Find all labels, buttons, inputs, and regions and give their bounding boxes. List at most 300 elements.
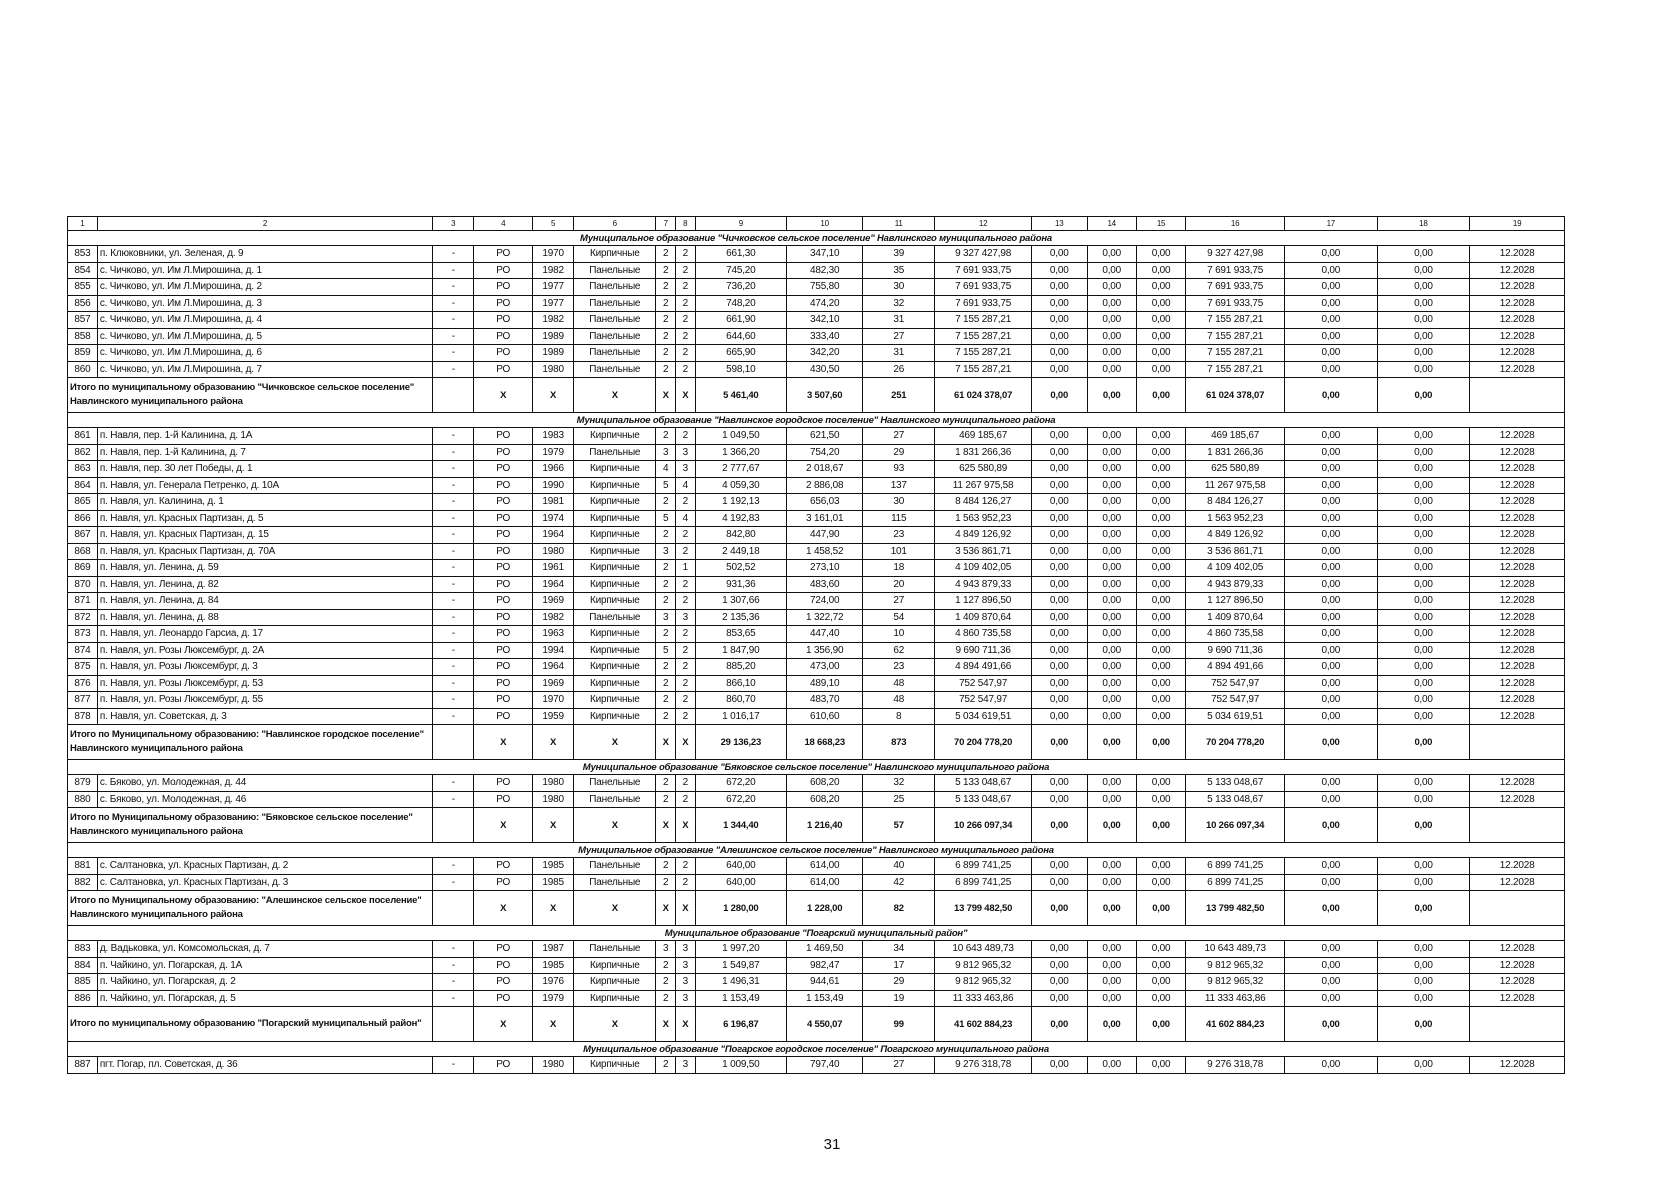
total-label: Итого по Муниципальному образованию: "Бяковское сельское поселение" Навлинского муниципального района bbox=[68, 808, 433, 843]
table-cell: 12.2028 bbox=[1470, 858, 1565, 875]
table-cell: - bbox=[433, 494, 474, 511]
total-cell: 0,00 bbox=[1087, 808, 1136, 843]
table-cell: 4 849 126,92 bbox=[1186, 527, 1285, 544]
table-cell: 502,52 bbox=[695, 560, 787, 577]
address-cell: п. Навля, ул. Розы Люксембург, д. 53 bbox=[97, 675, 432, 692]
section-header-row bbox=[68, 843, 1565, 858]
table-cell: 0,00 bbox=[1031, 593, 1087, 610]
table-cell: 5 133 048,67 bbox=[935, 791, 1032, 808]
table-cell: 1 009,50 bbox=[695, 1057, 787, 1074]
table-cell: 6 899 741,25 bbox=[1186, 874, 1285, 891]
total-cell bbox=[1470, 378, 1565, 413]
table-row bbox=[68, 675, 1565, 692]
table-cell: 745,20 bbox=[695, 262, 787, 279]
table-cell: 883 bbox=[68, 941, 98, 958]
table-cell: 29 bbox=[863, 974, 935, 991]
total-cell: Х bbox=[676, 725, 696, 760]
table-row bbox=[68, 957, 1565, 974]
table-cell: 0,00 bbox=[1285, 560, 1378, 577]
table-cell: 2 bbox=[656, 957, 676, 974]
table-cell: 9 276 318,78 bbox=[935, 1057, 1032, 1074]
table-cell: 0,00 bbox=[1087, 527, 1136, 544]
table-cell: 62 bbox=[863, 642, 935, 659]
table-row bbox=[68, 858, 1565, 875]
table-cell: 754,20 bbox=[787, 444, 863, 461]
table-cell: - bbox=[433, 345, 474, 362]
table-cell: 0,00 bbox=[1087, 444, 1136, 461]
table-cell: 0,00 bbox=[1087, 328, 1136, 345]
table-cell: 0,00 bbox=[1031, 791, 1087, 808]
table-cell: 2 bbox=[656, 708, 676, 725]
total-cell: Х bbox=[676, 808, 696, 843]
table-cell: 862 bbox=[68, 444, 98, 461]
table-cell: Кирпичные bbox=[574, 593, 656, 610]
total-cell: 4 550,07 bbox=[787, 1007, 863, 1042]
table-cell: 7 155 287,21 bbox=[935, 328, 1032, 345]
table-cell: 34 bbox=[863, 941, 935, 958]
table-cell: Панельные bbox=[574, 791, 656, 808]
table-cell: 0,00 bbox=[1031, 974, 1087, 991]
table-cell: Панельные bbox=[574, 328, 656, 345]
table-cell: 7 155 287,21 bbox=[1186, 312, 1285, 329]
table-cell: 31 bbox=[863, 345, 935, 362]
table-cell: 858 bbox=[68, 328, 98, 345]
table-cell: 7 691 933,75 bbox=[935, 295, 1032, 312]
table-cell: 0,00 bbox=[1087, 708, 1136, 725]
table-cell: 7 691 933,75 bbox=[1186, 262, 1285, 279]
section-title: Муниципальное образование "Погарское городское поселение" Погарского муниципального района bbox=[68, 1042, 1565, 1057]
table-cell: 879 bbox=[68, 775, 98, 792]
table-cell: 0,00 bbox=[1087, 1057, 1136, 1074]
table-cell: 1982 bbox=[533, 262, 574, 279]
table-cell: 0,00 bbox=[1031, 295, 1087, 312]
table-cell: 5 bbox=[656, 477, 676, 494]
table-cell: 4 860 735,58 bbox=[935, 626, 1032, 643]
address-cell: п. Навля, ул. Леонардо Гарсиа, д. 17 bbox=[97, 626, 432, 643]
table-cell: 0,00 bbox=[1087, 477, 1136, 494]
table-cell: 11 267 975,58 bbox=[935, 477, 1032, 494]
table-cell: 0,00 bbox=[1377, 659, 1470, 676]
total-cell: Х bbox=[574, 378, 656, 413]
table-cell: 0,00 bbox=[1087, 428, 1136, 445]
table-cell: 25 bbox=[863, 791, 935, 808]
table-cell: 4 860 735,58 bbox=[1186, 626, 1285, 643]
table-cell: 2 bbox=[676, 527, 696, 544]
table-cell: 48 bbox=[863, 692, 935, 709]
table-cell: 0,00 bbox=[1087, 295, 1136, 312]
table-cell: 724,00 bbox=[787, 593, 863, 610]
table-cell: 0,00 bbox=[1031, 626, 1087, 643]
total-cell: 1 344,40 bbox=[695, 808, 787, 843]
table-cell: 1959 bbox=[533, 708, 574, 725]
table-cell: 7 155 287,21 bbox=[935, 312, 1032, 329]
table-cell: 469 185,67 bbox=[935, 428, 1032, 445]
total-label: Итого по Муниципальному образованию: "Навлинское городское поселение" Навлинского муниципального района bbox=[68, 725, 433, 760]
table-cell: 0,00 bbox=[1087, 246, 1136, 263]
table-cell: Кирпичные bbox=[574, 642, 656, 659]
address-cell: п. Навля, пер. 1-й Калинина, д. 7 bbox=[97, 444, 432, 461]
table-cell: 5 133 048,67 bbox=[1186, 791, 1285, 808]
table-cell: РО bbox=[474, 957, 533, 974]
table-cell: Панельные bbox=[574, 444, 656, 461]
table-cell: 12.2028 bbox=[1470, 477, 1565, 494]
table-cell: 2 886,08 bbox=[787, 477, 863, 494]
table-cell: 656,03 bbox=[787, 494, 863, 511]
table-cell: 878 bbox=[68, 708, 98, 725]
total-cell: 10 266 097,34 bbox=[935, 808, 1032, 843]
address-cell: п. Навля, ул. Розы Люксембург, д. 3 bbox=[97, 659, 432, 676]
table-cell: 2 018,67 bbox=[787, 461, 863, 478]
table-cell: 0,00 bbox=[1136, 461, 1185, 478]
table-cell: 752 547,97 bbox=[935, 692, 1032, 709]
table-cell: 1969 bbox=[533, 675, 574, 692]
table-cell: 0,00 bbox=[1285, 361, 1378, 378]
table-cell: 0,00 bbox=[1285, 428, 1378, 445]
col-num-15: 15 bbox=[1136, 217, 1185, 231]
table-cell: - bbox=[433, 974, 474, 991]
col-num-1: 1 bbox=[68, 217, 98, 231]
table-cell: 0,00 bbox=[1285, 576, 1378, 593]
table-cell: 12.2028 bbox=[1470, 626, 1565, 643]
table-cell: РО bbox=[474, 510, 533, 527]
table-cell: 661,90 bbox=[695, 312, 787, 329]
total-cell: 0,00 bbox=[1087, 891, 1136, 926]
table-cell: 2 135,36 bbox=[695, 609, 787, 626]
table-cell: 2 bbox=[676, 775, 696, 792]
table-cell: 42 bbox=[863, 874, 935, 891]
table-cell: 1980 bbox=[533, 791, 574, 808]
table-cell: - bbox=[433, 593, 474, 610]
table-cell: Панельные bbox=[574, 858, 656, 875]
table-row bbox=[68, 692, 1565, 709]
table-cell: 0,00 bbox=[1087, 775, 1136, 792]
table-cell: 12.2028 bbox=[1470, 345, 1565, 362]
total-cell: 0,00 bbox=[1377, 378, 1470, 413]
table-cell: 1980 bbox=[533, 775, 574, 792]
table-cell: 23 bbox=[863, 527, 935, 544]
table-row bbox=[68, 659, 1565, 676]
table-cell: 0,00 bbox=[1136, 642, 1185, 659]
table-cell: 0,00 bbox=[1087, 560, 1136, 577]
table-cell: - bbox=[433, 361, 474, 378]
table-cell: 1 153,49 bbox=[787, 990, 863, 1007]
table-cell: - bbox=[433, 1057, 474, 1074]
table-cell: Панельные bbox=[574, 609, 656, 626]
table-cell: 0,00 bbox=[1087, 957, 1136, 974]
table-cell: 1 469,50 bbox=[787, 941, 863, 958]
table-cell: 0,00 bbox=[1087, 990, 1136, 1007]
table-cell: 944,61 bbox=[787, 974, 863, 991]
total-cell: 41 602 884,23 bbox=[1186, 1007, 1285, 1042]
table-cell: 93 bbox=[863, 461, 935, 478]
table-cell: 2 bbox=[656, 428, 676, 445]
table-cell: - bbox=[433, 659, 474, 676]
table-cell: - bbox=[433, 692, 474, 709]
table-cell: 874 bbox=[68, 642, 98, 659]
table-row bbox=[68, 510, 1565, 527]
total-cell: 0,00 bbox=[1087, 1007, 1136, 1042]
table-cell: 2 bbox=[656, 576, 676, 593]
table-cell: 27 bbox=[863, 328, 935, 345]
section-title: Муниципальное образование "Навлинское городское поселение" Навлинского муниципального района bbox=[68, 413, 1565, 428]
total-row bbox=[68, 725, 1565, 760]
table-cell: 0,00 bbox=[1136, 428, 1185, 445]
table-cell: 12.2028 bbox=[1470, 543, 1565, 560]
table-cell: 101 bbox=[863, 543, 935, 560]
table-cell: 0,00 bbox=[1136, 295, 1185, 312]
table-cell: 1964 bbox=[533, 527, 574, 544]
table-cell: 2 bbox=[656, 974, 676, 991]
table-cell: 347,10 bbox=[787, 246, 863, 263]
table-row bbox=[68, 444, 1565, 461]
table-cell: 0,00 bbox=[1087, 494, 1136, 511]
table-cell: 0,00 bbox=[1136, 974, 1185, 991]
table-cell: - bbox=[433, 328, 474, 345]
table-cell: 1976 bbox=[533, 974, 574, 991]
table-cell: 1983 bbox=[533, 428, 574, 445]
table-cell: 755,80 bbox=[787, 279, 863, 296]
table-cell: 0,00 bbox=[1031, 560, 1087, 577]
address-cell: п. Навля, ул. Красных Партизан, д. 5 bbox=[97, 510, 432, 527]
table-cell: 2 bbox=[656, 361, 676, 378]
table-cell: 875 bbox=[68, 659, 98, 676]
table-cell: 0,00 bbox=[1285, 262, 1378, 279]
table-cell: РО bbox=[474, 576, 533, 593]
table-cell: 0,00 bbox=[1285, 345, 1378, 362]
table-row bbox=[68, 527, 1565, 544]
table-cell: 3 bbox=[676, 609, 696, 626]
table-cell: 861 bbox=[68, 428, 98, 445]
table-cell: 483,60 bbox=[787, 576, 863, 593]
table-cell: 0,00 bbox=[1377, 279, 1470, 296]
table-cell: РО bbox=[474, 361, 533, 378]
table-row bbox=[68, 328, 1565, 345]
table-cell: 0,00 bbox=[1377, 312, 1470, 329]
total-cell: 41 602 884,23 bbox=[935, 1007, 1032, 1042]
table-cell: - bbox=[433, 675, 474, 692]
table-row bbox=[68, 576, 1565, 593]
table-cell: 857 bbox=[68, 312, 98, 329]
table-row bbox=[68, 593, 1565, 610]
table-cell: 0,00 bbox=[1377, 974, 1470, 991]
section-title: Муниципальное образование "Алешинское сельское поселение" Навлинского муниципального района bbox=[68, 843, 1565, 858]
table-cell: 0,00 bbox=[1087, 576, 1136, 593]
table-cell: - bbox=[433, 791, 474, 808]
table-cell: Кирпичные bbox=[574, 626, 656, 643]
table-cell: 871 bbox=[68, 593, 98, 610]
table-cell: 2 bbox=[676, 659, 696, 676]
table-cell: 2 bbox=[656, 874, 676, 891]
table-cell: 0,00 bbox=[1031, 692, 1087, 709]
total-cell bbox=[1470, 808, 1565, 843]
table-cell: 2 bbox=[676, 576, 696, 593]
total-cell: 61 024 378,07 bbox=[935, 378, 1032, 413]
table-cell: 12.2028 bbox=[1470, 791, 1565, 808]
address-cell: с. Чичково, ул. Им Л.Мирошина, д. 2 bbox=[97, 279, 432, 296]
table-cell: 7 691 933,75 bbox=[1186, 295, 1285, 312]
table-row bbox=[68, 941, 1565, 958]
total-cell: 0,00 bbox=[1031, 725, 1087, 760]
table-cell: 0,00 bbox=[1031, 477, 1087, 494]
table-cell: 0,00 bbox=[1136, 990, 1185, 1007]
table-cell: Кирпичные bbox=[574, 708, 656, 725]
table-cell: 0,00 bbox=[1087, 510, 1136, 527]
table-cell: 0,00 bbox=[1285, 974, 1378, 991]
table-cell: 2 bbox=[676, 295, 696, 312]
table-cell: 0,00 bbox=[1136, 543, 1185, 560]
table-cell: РО bbox=[474, 791, 533, 808]
table-cell: 2 bbox=[676, 428, 696, 445]
table-cell: 12.2028 bbox=[1470, 1057, 1565, 1074]
table-cell: 1981 bbox=[533, 494, 574, 511]
table-cell: 0,00 bbox=[1031, 708, 1087, 725]
table-cell: 1985 bbox=[533, 858, 574, 875]
table-cell: 1989 bbox=[533, 328, 574, 345]
table-cell: 0,00 bbox=[1377, 345, 1470, 362]
total-label: Итого по муниципальному образованию "Погарский муниципальный район" bbox=[68, 1007, 433, 1042]
table-cell: Кирпичные bbox=[574, 675, 656, 692]
table-row bbox=[68, 461, 1565, 478]
table-cell: Кирпичные bbox=[574, 543, 656, 560]
table-cell: 644,60 bbox=[695, 328, 787, 345]
table-cell: 2 777,67 bbox=[695, 461, 787, 478]
table-cell: 4 943 879,33 bbox=[1186, 576, 1285, 593]
table-cell: РО bbox=[474, 990, 533, 1007]
table-cell: - bbox=[433, 560, 474, 577]
table-cell: 0,00 bbox=[1285, 659, 1378, 676]
address-cell: с. Бяково, ул. Молодежная, д. 44 bbox=[97, 775, 432, 792]
table-row bbox=[68, 708, 1565, 725]
total-cell: 57 bbox=[863, 808, 935, 843]
table-cell: 0,00 bbox=[1285, 642, 1378, 659]
table-cell: 0,00 bbox=[1031, 246, 1087, 263]
address-cell: с. Чичково, ул. Им Л.Мирошина, д. 6 bbox=[97, 345, 432, 362]
table-cell: 0,00 bbox=[1087, 791, 1136, 808]
table-cell: Панельные bbox=[574, 312, 656, 329]
table-cell: 0,00 bbox=[1377, 560, 1470, 577]
table-cell: РО bbox=[474, 345, 533, 362]
table-cell: 0,00 bbox=[1285, 543, 1378, 560]
table-cell: 931,36 bbox=[695, 576, 787, 593]
total-cell: Х bbox=[676, 1007, 696, 1042]
table-cell: 12.2028 bbox=[1470, 775, 1565, 792]
table-cell: РО bbox=[474, 1057, 533, 1074]
table-cell: 2 bbox=[676, 312, 696, 329]
table-cell: 0,00 bbox=[1087, 461, 1136, 478]
table-cell: 0,00 bbox=[1285, 692, 1378, 709]
table-cell: 0,00 bbox=[1377, 941, 1470, 958]
table-cell: 483,70 bbox=[787, 692, 863, 709]
table-cell: 11 267 975,58 bbox=[1186, 477, 1285, 494]
table-cell: 489,10 bbox=[787, 675, 863, 692]
table-cell: 1980 bbox=[533, 543, 574, 560]
table-cell: 27 bbox=[863, 593, 935, 610]
table-cell: 864 bbox=[68, 477, 98, 494]
table-cell: 855 bbox=[68, 279, 98, 296]
table-cell: 0,00 bbox=[1136, 675, 1185, 692]
table-cell: РО bbox=[474, 593, 533, 610]
table-cell: 610,60 bbox=[787, 708, 863, 725]
table-cell: 608,20 bbox=[787, 791, 863, 808]
table-cell: 748,20 bbox=[695, 295, 787, 312]
total-cell: 0,00 bbox=[1087, 725, 1136, 760]
col-num-7: 7 bbox=[656, 217, 676, 231]
table-cell: 3 bbox=[656, 609, 676, 626]
address-cell: п. Навля, ул. Генерала Петренко, д. 10А bbox=[97, 477, 432, 494]
table-cell: 30 bbox=[863, 279, 935, 296]
table-cell: 0,00 bbox=[1377, 527, 1470, 544]
address-cell: пгт. Погар, пл. Советская, д. 36 bbox=[97, 1057, 432, 1074]
col-num-13: 13 bbox=[1031, 217, 1087, 231]
total-cell: 0,00 bbox=[1285, 891, 1378, 926]
address-cell: с. Чичково, ул. Им Л.Мирошина, д. 5 bbox=[97, 328, 432, 345]
total-cell: Х bbox=[474, 378, 533, 413]
table-cell: 7 155 287,21 bbox=[1186, 361, 1285, 378]
col-num-17: 17 bbox=[1285, 217, 1378, 231]
table-cell: 0,00 bbox=[1377, 246, 1470, 263]
col-num-2: 2 bbox=[97, 217, 432, 231]
table-cell: 2 bbox=[656, 659, 676, 676]
table-cell: 1989 bbox=[533, 345, 574, 362]
table-cell: 2 bbox=[656, 246, 676, 263]
table-cell: 598,10 bbox=[695, 361, 787, 378]
table-cell: 1 153,49 bbox=[695, 990, 787, 1007]
total-cell: 1 228,00 bbox=[787, 891, 863, 926]
table-cell: 880 bbox=[68, 791, 98, 808]
table-cell: 866,10 bbox=[695, 675, 787, 692]
total-cell: 0,00 bbox=[1136, 808, 1185, 843]
total-cell: 3 507,60 bbox=[787, 378, 863, 413]
table-cell: 885 bbox=[68, 974, 98, 991]
section-title: Муниципальное образование "Чичковское сельское поселение" Навлинского муниципального района bbox=[68, 231, 1565, 246]
table-cell: 4 849 126,92 bbox=[935, 527, 1032, 544]
table-cell: 12.2028 bbox=[1470, 328, 1565, 345]
table-cell: 8 484 126,27 bbox=[1186, 494, 1285, 511]
table-cell: Панельные bbox=[574, 295, 656, 312]
table-cell: 40 bbox=[863, 858, 935, 875]
column-number-row bbox=[68, 217, 1565, 231]
table-row bbox=[68, 560, 1565, 577]
table-cell: 2 bbox=[656, 1057, 676, 1074]
table-cell: - bbox=[433, 990, 474, 1007]
table-cell: 7 691 933,75 bbox=[935, 262, 1032, 279]
table-cell: 0,00 bbox=[1031, 1057, 1087, 1074]
table-cell: 1 409 870,64 bbox=[1186, 609, 1285, 626]
table-cell: 8 484 126,27 bbox=[935, 494, 1032, 511]
table-cell: РО bbox=[474, 543, 533, 560]
total-cell: Х bbox=[676, 378, 696, 413]
table-cell: 0,00 bbox=[1285, 477, 1378, 494]
table-cell: 4 943 879,33 bbox=[935, 576, 1032, 593]
total-cell: Х bbox=[656, 1007, 676, 1042]
table-cell: 0,00 bbox=[1285, 279, 1378, 296]
total-cell: Х bbox=[676, 891, 696, 926]
table-cell: 6 899 741,25 bbox=[1186, 858, 1285, 875]
total-cell: Х bbox=[574, 725, 656, 760]
table-cell: 2 bbox=[656, 858, 676, 875]
table-cell: РО bbox=[474, 775, 533, 792]
table-cell: 4 bbox=[676, 510, 696, 527]
table-cell: 0,00 bbox=[1136, 361, 1185, 378]
table-cell: 12.2028 bbox=[1470, 990, 1565, 1007]
table-cell: 2 bbox=[656, 626, 676, 643]
table-cell: 0,00 bbox=[1136, 576, 1185, 593]
table-cell: 866 bbox=[68, 510, 98, 527]
table-cell: 1979 bbox=[533, 990, 574, 1007]
table-cell: 0,00 bbox=[1031, 576, 1087, 593]
table-cell: 27 bbox=[863, 428, 935, 445]
total-cell: Х bbox=[656, 725, 676, 760]
